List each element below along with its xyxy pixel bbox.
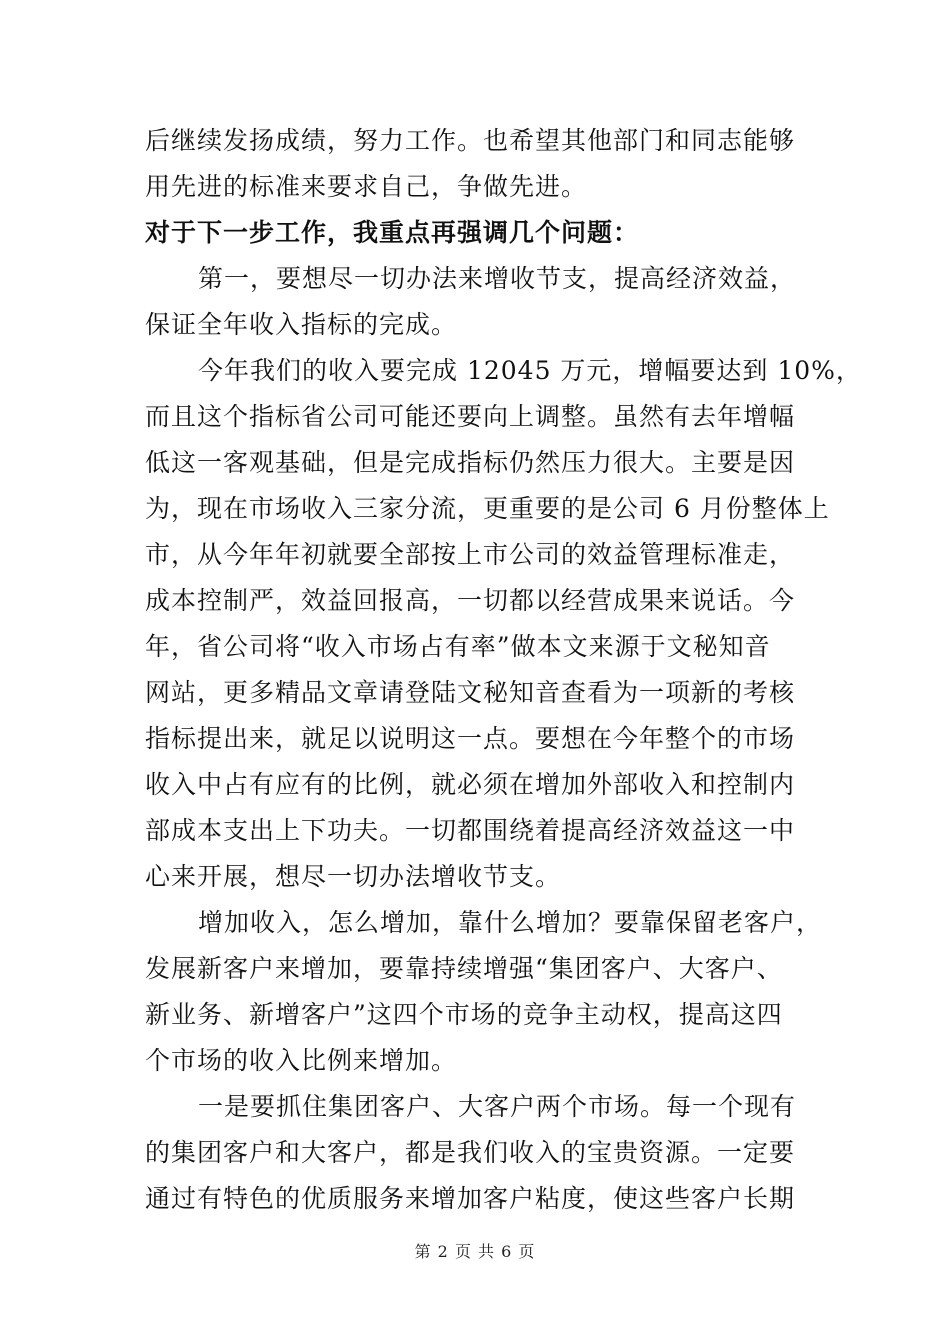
text-line: 个市场的收入比例来增加。 <box>145 1046 458 1075</box>
text-line: 增加收入，怎么增加，靠什么增加？要靠保留老客户， <box>198 908 823 937</box>
text-line: 第一，要想尽一切办法来增收节支，提高经济效益， <box>198 264 797 293</box>
text-line: 收入中占有应有的比例，就必须在增加外部收入和控制内 <box>145 770 796 799</box>
text-line: 新业务、新增客户”这四个市场的竞争主动权，提高这四 <box>145 1000 783 1029</box>
text-line: 后继续发扬成绩，努力工作。也希望其他部门和同志能够 <box>145 126 796 155</box>
text-line: 年，省公司将“收入市场占有率”做本文来源于文秘知音 <box>145 632 771 661</box>
text-line: 网站，更多精品文章请登陆文秘知音查看为一项新的考核 <box>145 678 796 707</box>
text-line: 市，从今年年初就要全部按上市公司的效益管理标准走， <box>145 540 796 569</box>
text-line: 成本控制严，效益回报高，一切都以经营成果来说话。今 <box>145 586 796 615</box>
text-line: 保证全年收入指标的完成。 <box>145 310 458 339</box>
text-line: 低这一客观基础，但是完成指标仍然压力很大。主要是因 <box>145 448 796 477</box>
text-line: 发展新客户来增加，要靠持续增强“集团客户、大客户、 <box>145 954 783 983</box>
text-line: 用先进的标准来要求自己，争做先进。 <box>145 172 588 201</box>
text-line: 的集团客户和大客户，都是我们收入的宝贵资源。一定要 <box>145 1138 796 1167</box>
text-line: 心来开展，想尽一切办法增收节支。 <box>145 862 562 891</box>
text-line: 通过有特色的优质服务来增加客户粘度，使这些客户长期 <box>145 1184 796 1213</box>
text-line: 部成本支出上下功夫。一切都围绕着提高经济效益这一中 <box>145 816 796 845</box>
text-line: 而且这个指标省公司可能还要向上调整。虽然有去年增幅 <box>145 402 796 431</box>
text-line: 今年我们的收入要完成 12045 万元，增幅要达到 10%， <box>198 356 862 385</box>
page-number-footer: 第 2 页 共 6 页 <box>414 1242 536 1261</box>
text-line: 一是要抓住集团客户、大客户两个市场。每一个现有 <box>198 1092 797 1121</box>
text-line: 指标提出来，就足以说明这一点。要想在今年整个的市场 <box>145 724 796 753</box>
text-line: 为，现在市场收入三家分流，更重要的是公司 6 月份整体上 <box>145 494 830 523</box>
section-heading: 对于下一步工作，我重点再强调几个问题： <box>145 218 640 247</box>
